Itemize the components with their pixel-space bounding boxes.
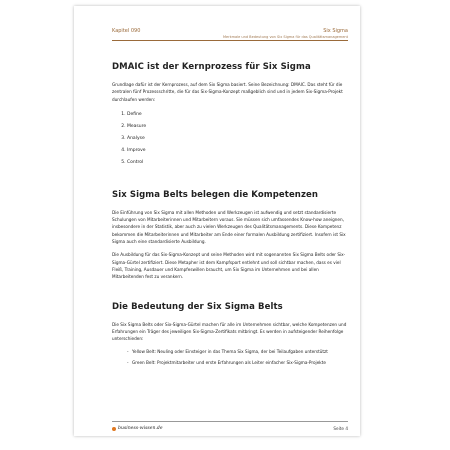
paragraph: Die Six Sigma Belts oder Six-Sigma-Gürtel machen für alle im Unternehmen sichtbar, welche Kompetenzen und Erfahrungen ein Träger des jeweiligen Six-Sigma-Zertifikats mitbringt. Es werden in aufsteigender Reihenfolge unterschieden: xyxy=(112,321,347,342)
header-subtitle: Merkmale und Bedeutung von Six Sigma für das Qualitätsmanagement xyxy=(222,35,348,39)
page-footer xyxy=(112,421,348,431)
topic-label: Six Sigma xyxy=(323,28,348,34)
paragraph: Die Ausbildung für das Six-Sigma-Konzept und seine Methoden wird mit sogenannten Six Sigma Belts oder Six-Sigma-Gürtel zertifiziert. Diese Metapher ist dem Kampfsport entlehnt und soll sichtbar machen, dass es viel Fleiß, Training, Ausdauer und Kampfeswillen braucht, um Six Sigma im Unternehmen und bei allen Mitarbeitenden fest zu verankern. xyxy=(112,252,346,280)
paragraph: Die Einführung von Six Sigma mit allen Methoden und Werkzeugen ist aufwendig und setzt standardisierte Schulungen von Mitarbeiterinnen und Mitarbeitern voraus. Sie müssen sich umfassendes Know-how aneignen, insbesondere in der Statistik, aber auch zu vielen Werkzeugen des Qualitätsmanagements. Diese Kompetenz bekommen die Mitarbeiterinnen und Mitarbeiter am Ende einer formalen Ausbildung zertifiziert. Insofern ist Six Sigma auch eine standardisierte Ausbildung. xyxy=(112,209,346,245)
section-heading-belts: Six Sigma Belts belegen die Kompetenzen xyxy=(112,189,319,200)
list-item: - Yellow Belt: Neuling oder Einsteiger in das Thema Six Sigma, der bei Teilaufgaben unterstützt xyxy=(127,348,348,355)
dmaic-steps-list xyxy=(112,109,348,169)
brand-name: business-wissen.de xyxy=(118,426,163,431)
document-page xyxy=(74,6,360,436)
footer-rule xyxy=(112,421,348,422)
header-rule xyxy=(112,40,348,41)
list-item: 2. Measure xyxy=(127,121,348,133)
page-number: Seite 4 xyxy=(333,426,348,431)
brand-logo xyxy=(112,426,163,431)
section-heading-dmaic: DMAIC ist der Kernprozess für Six Sigma xyxy=(112,62,311,72)
list-item: 3. Analyse xyxy=(127,133,348,145)
paragraph: Grundlage dafür ist der Kernprozess, auf dem Six Sigma basiert. Seine Bezeichnung: DMAIC. Das steht für die zentralen fünf Prozessschritte, die für das Six-Sigma-Konzept maßgeblich sind und in jedem Six-Sigma-Projekt durchlaufen werden: xyxy=(112,82,343,102)
section-heading-meaning: Die Bedeutung der Six Sigma Belts xyxy=(112,301,283,312)
list-item: 1. Define xyxy=(127,109,348,121)
list-item: 5. Control xyxy=(127,157,348,169)
list-item: - Green Belt: Projektmitarbeiter und erste Erfahrungen als Leiter einfacher Six-Sigma-Projekte xyxy=(127,359,348,366)
brand-dot-icon xyxy=(112,427,116,431)
belts-list xyxy=(112,348,348,366)
list-item: 4. Improve xyxy=(127,145,348,157)
chapter-label: Kapitel 090 xyxy=(112,28,141,34)
running-header xyxy=(112,28,348,34)
